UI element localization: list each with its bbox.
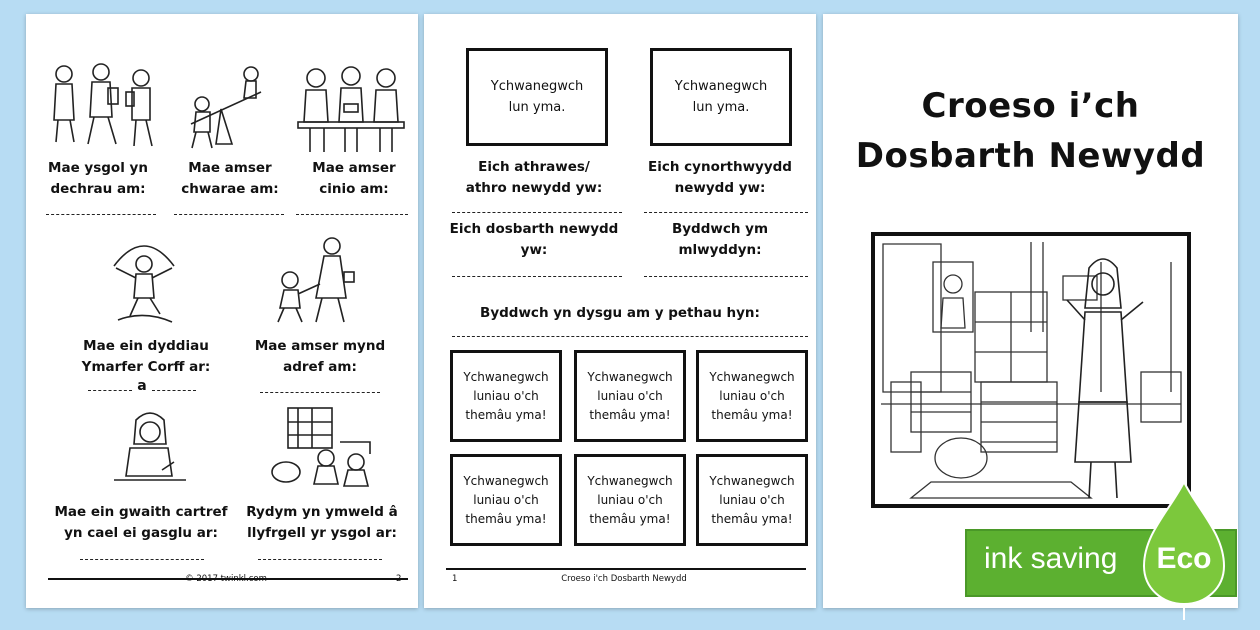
- assistant-answer-line[interactable]: [644, 212, 808, 213]
- class-label: Eich dosbarth newydd yw:: [449, 221, 619, 258]
- cover-title-line-2: Dosbarth Newydd: [855, 136, 1206, 176]
- playtime-answer-line[interactable]: [174, 214, 284, 215]
- library-answer-line[interactable]: [258, 559, 382, 560]
- pe-days-label: Mae ein dyddiau Ymarfer Corff ar:: [81, 338, 211, 375]
- home-time-answer-line[interactable]: [260, 392, 380, 393]
- teacher-photo-placeholder[interactable]: Ychwanegwch lun yma.: [466, 48, 608, 146]
- pe-day-two-answer-line[interactable]: [152, 390, 196, 391]
- school-start-label: Mae ysgol yn dechrau am:: [48, 160, 148, 197]
- year-answer-line[interactable]: [644, 276, 808, 277]
- theme-placeholder-3[interactable]: Ychwanegwch luniau o'ch themâu yma!: [696, 350, 808, 442]
- pe-day-one-answer-line[interactable]: [88, 390, 132, 391]
- left-page: [26, 14, 418, 608]
- school-start-answer-line[interactable]: [46, 214, 156, 215]
- classroom-teacher-illustration: [871, 232, 1191, 508]
- ink-saving-text: ink saving: [984, 542, 1118, 575]
- eco-text: Eco: [1156, 542, 1212, 575]
- homework-label: Mae ein gwaith cartref yn cael ei gasglu ar:: [54, 504, 228, 541]
- teacher-answer-line[interactable]: [452, 212, 622, 213]
- year-label: Byddwch ym mlwyddyn:: [671, 221, 769, 258]
- library-label: Rydym yn ymweld â llyfrgell yr ysgol ar:: [246, 504, 398, 541]
- theme-placeholder-4[interactable]: Ychwanegwch luniau o'ch themâu yma!: [450, 454, 562, 546]
- topics-answer-line[interactable]: [452, 336, 808, 337]
- middle-page: [424, 14, 816, 608]
- footer-copyright: © 2017 twinkl.com: [185, 574, 267, 584]
- pe-connector-text: a: [137, 378, 147, 394]
- lunchtime-answer-line[interactable]: [296, 214, 408, 215]
- child-doing-homework-illustration: [110, 410, 190, 490]
- home-time-label: Mae amser mynd adref am:: [254, 338, 386, 375]
- footer-rule: [446, 568, 806, 570]
- children-eating-lunch-illustration: [296, 64, 406, 159]
- playtime-label: Mae amser chwarae am:: [181, 160, 279, 197]
- theme-placeholder-2[interactable]: Ychwanegwch luniau o'ch themâu yma!: [574, 350, 686, 442]
- cover-title-line-1: Croeso i’ch: [921, 86, 1140, 126]
- assistant-label: Eich cynorthwyydd newydd yw:: [648, 159, 792, 196]
- skipping-child-illustration: [104, 236, 184, 328]
- teacher-label: Eich athrawes/ athro newydd yw:: [465, 159, 603, 196]
- ink-saving-eco-badge: [966, 530, 1236, 596]
- school-library-illustration: [268, 402, 378, 492]
- footer-title: Croeso i'ch Dosbarth Newydd: [561, 574, 687, 584]
- class-answer-line[interactable]: [452, 276, 622, 277]
- topics-heading: Byddwch yn dysgu am y pethau hyn:: [480, 305, 760, 321]
- page-number: 2: [396, 574, 402, 584]
- seesaw-illustration: [186, 64, 266, 156]
- homework-answer-line[interactable]: [80, 559, 204, 560]
- theme-placeholder-5[interactable]: Ychwanegwch luniau o'ch themâu yma!: [574, 454, 686, 546]
- page-number: 1: [452, 574, 458, 584]
- lunchtime-label: Mae amser cinio am:: [312, 160, 396, 197]
- assistant-photo-placeholder[interactable]: Ychwanegwch lun yma.: [650, 48, 792, 146]
- parent-and-child-walking-illustration: [272, 236, 362, 328]
- theme-placeholder-1[interactable]: Ychwanegwch luniau o'ch themâu yma!: [450, 350, 562, 442]
- theme-placeholder-6[interactable]: Ychwanegwch luniau o'ch themâu yma!: [696, 454, 808, 546]
- children-walking-illustration: [46, 62, 161, 157]
